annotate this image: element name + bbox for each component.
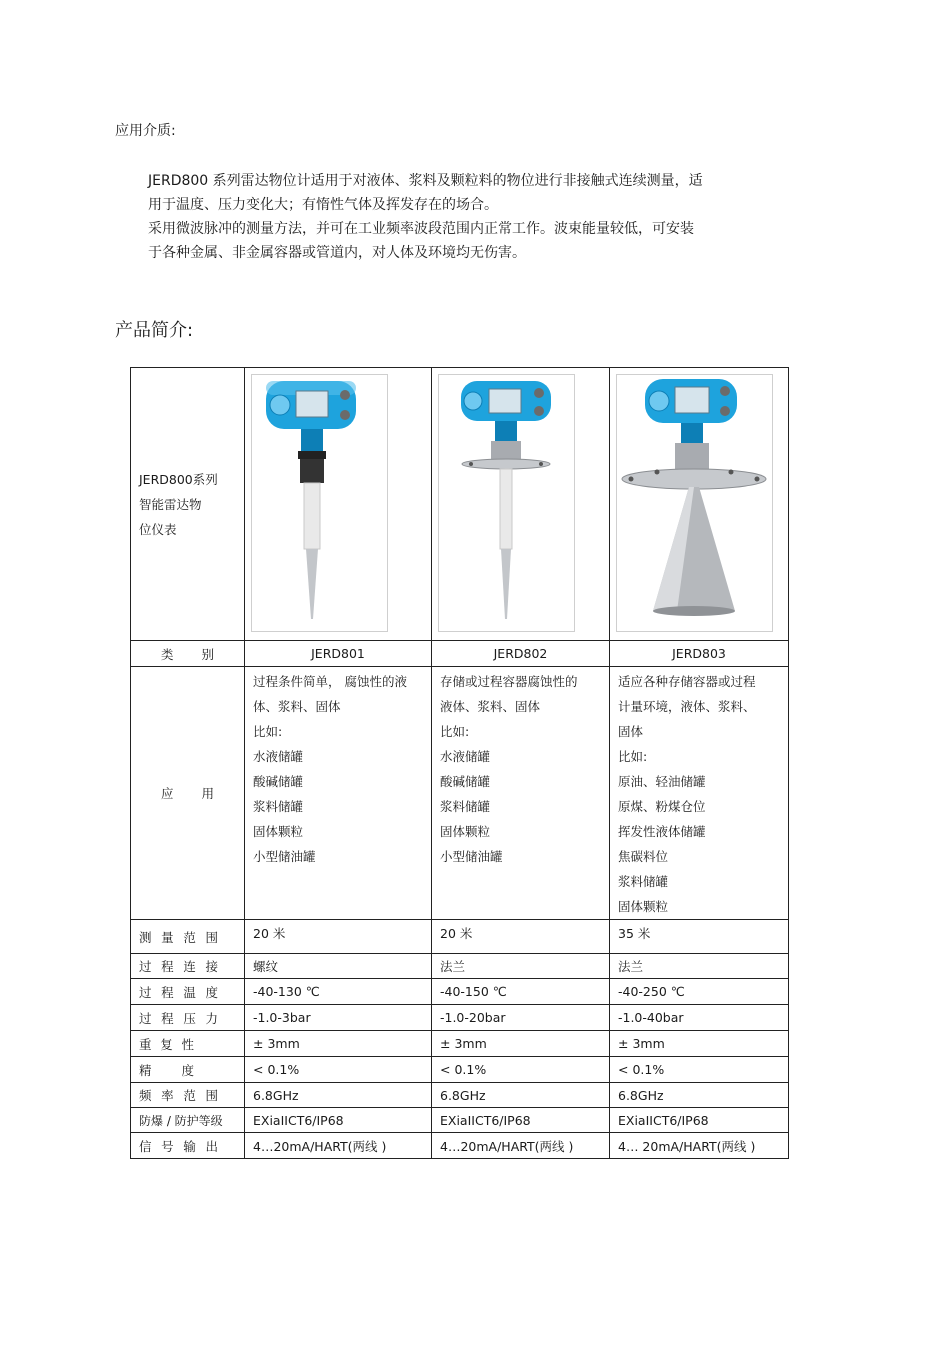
connection-label: 过程连接 (131, 954, 245, 979)
application-list-jerd803: 适应各种存储容器或过程 计量环境，液体、浆料、 固体 比如: 原油、轻油储罐 原煤、粉煤仓位 挥发性液体储罐 焦碳料位 浆料储罐 固体颗粒 (610, 667, 789, 920)
product-heading: 产品简介: (115, 320, 194, 341)
application-list-jerd801: 过程条件简单， 腐蚀性的液 体、浆料、固体 比如: 水液储罐 酸碱储罐 浆料储罐 固体颗粒 小型储油罐 (245, 667, 432, 920)
explosion-value: EXiaIICT6/IP68 (610, 1108, 789, 1133)
series-title: JERD800系列 智能雷达物 位仪表 (131, 368, 245, 641)
temperature-value: -40-250 ℃ (610, 979, 789, 1005)
accuracy-value: < 0.1% (610, 1057, 789, 1083)
application-list-jerd802: 存储或过程容器腐蚀性的 液体、浆料、固体 比如: 水液储罐 酸碱储罐 浆料储罐 固体颗粒 小型储油罐 (432, 667, 610, 920)
repeatability-label: 重复性 (131, 1031, 245, 1057)
intro-paragraph-2 (148, 217, 768, 265)
repeatability-value: ± 3mm (432, 1031, 610, 1057)
connection-value: 螺纹 (245, 954, 432, 979)
category-label: 类 别 (131, 641, 245, 667)
table-row (131, 1133, 789, 1159)
temperature-value: -40-130 ℃ (245, 979, 432, 1005)
accuracy-label: 精 度 (131, 1057, 245, 1083)
model-name: JERD801 (245, 641, 432, 667)
table-row (131, 1057, 789, 1083)
range-label: 测量范围 (131, 920, 245, 954)
pressure-value: -1.0-3bar (245, 1005, 432, 1031)
jerd803-photo (616, 374, 773, 632)
spec-table (130, 367, 789, 1159)
frequency-value: 6.8GHz (245, 1083, 432, 1108)
explosion-label: 防爆 / 防护等级 (131, 1108, 245, 1133)
table-row (131, 667, 789, 920)
range-value: 35 米 (610, 920, 789, 954)
intro-line: 用于温度、压力变化大；有惰性气体及挥发存在的场合。 (148, 197, 498, 213)
explosion-value: EXiaIICT6/IP68 (432, 1108, 610, 1133)
accuracy-value: < 0.1% (245, 1057, 432, 1083)
photo-cell-jerd802 (432, 368, 610, 641)
temperature-value: -40-150 ℃ (432, 979, 610, 1005)
table-row (131, 979, 789, 1005)
intro-heading: 应用介质: (115, 123, 176, 139)
signal-value: 4…20mA/HART(两线 ) (245, 1133, 432, 1159)
table-row (131, 920, 789, 954)
application-label: 应 用 (131, 667, 245, 920)
intro-line: 采用微波脉冲的测量方法，并可在工业频率波段范围内正常工作。波束能量较低，可安装 (148, 221, 694, 237)
table-row (131, 1031, 789, 1057)
pressure-value: -1.0-40bar (610, 1005, 789, 1031)
pressure-value: -1.0-20bar (432, 1005, 610, 1031)
signal-value: 4… 20mA/HART(两线 ) (610, 1133, 789, 1159)
photo-cell-jerd803 (610, 368, 789, 641)
table-row (131, 954, 789, 979)
frequency-value: 6.8GHz (432, 1083, 610, 1108)
repeatability-value: ± 3mm (245, 1031, 432, 1057)
connection-value: 法兰 (432, 954, 610, 979)
table-row (131, 1108, 789, 1133)
frequency-value: 6.8GHz (610, 1083, 789, 1108)
table-row (131, 368, 789, 641)
photo-cell-jerd801 (245, 368, 432, 641)
temperature-label: 过程温度 (131, 979, 245, 1005)
model-name: JERD803 (610, 641, 789, 667)
accuracy-value: < 0.1% (432, 1057, 610, 1083)
signal-value: 4…20mA/HART(两线 ) (432, 1133, 610, 1159)
repeatability-value: ± 3mm (610, 1031, 789, 1057)
jerd801-photo (251, 374, 388, 632)
range-value: 20 米 (432, 920, 610, 954)
table-row (131, 1005, 789, 1031)
table-row (131, 641, 789, 667)
frequency-label: 频率范围 (131, 1083, 245, 1108)
intro-line: JERD800 系列雷达物位计适用于对液体、浆料及颗粒料的物位进行非接触式连续测量，适 (148, 173, 703, 189)
signal-label: 信号输出 (131, 1133, 245, 1159)
intro-paragraph-1 (148, 169, 768, 217)
intro-line: 于各种金属、非金属容器或管道内，对人体及环境均无伤害。 (148, 245, 526, 261)
range-value: 20 米 (245, 920, 432, 954)
explosion-value: EXiaIICT6/IP68 (245, 1108, 432, 1133)
model-name: JERD802 (432, 641, 610, 667)
pressure-label: 过程压力 (131, 1005, 245, 1031)
connection-value: 法兰 (610, 954, 789, 979)
table-row (131, 1083, 789, 1108)
jerd802-photo (438, 374, 575, 632)
